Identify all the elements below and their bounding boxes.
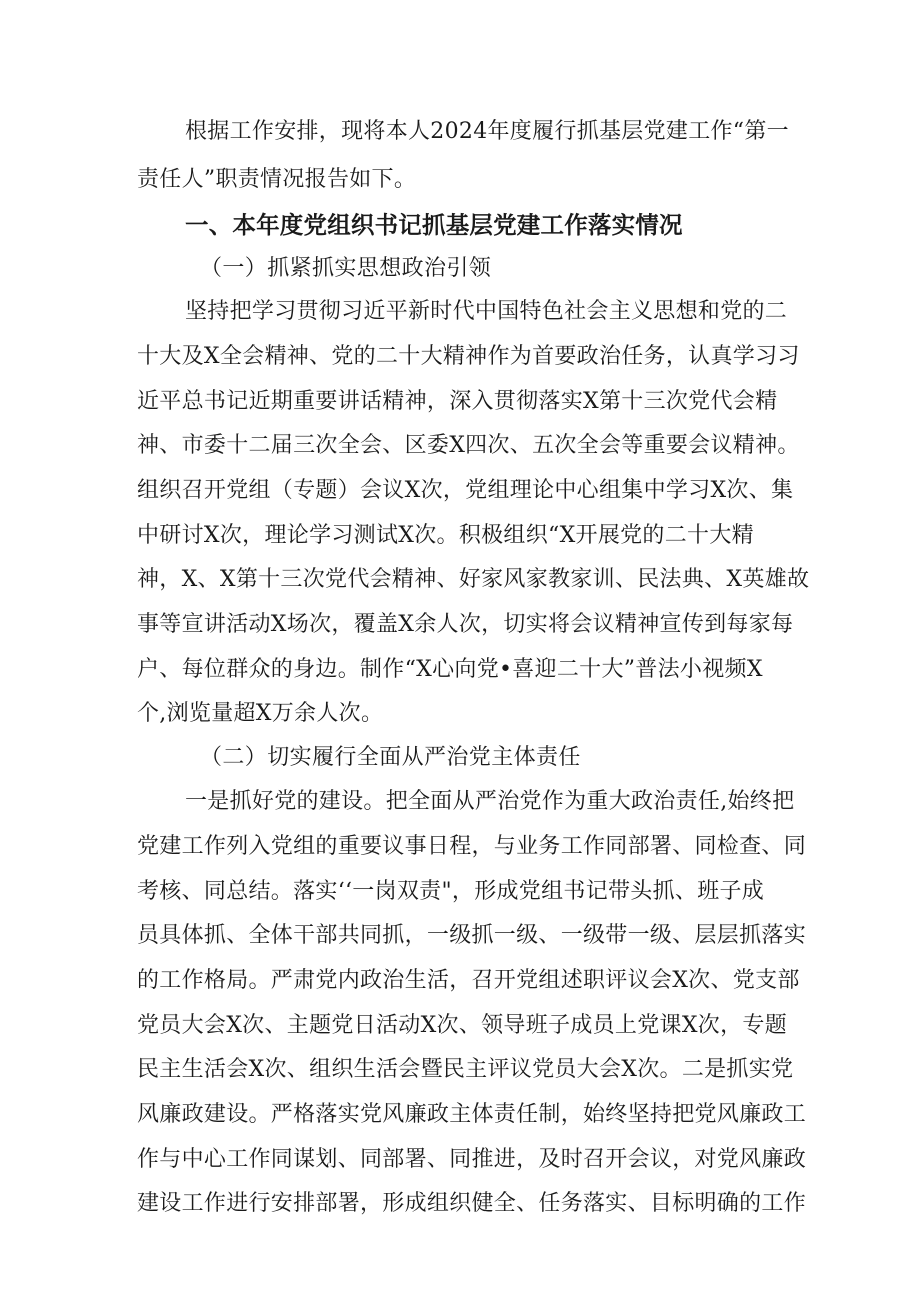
paragraph-line: 中研讨X次，理论学习测试X次。积极组织“X开展党的二十大精 (137, 523, 754, 548)
paragraph-line: 党员大会X次、主题党日活动X次、领导班子成员上党课X次，专题 (137, 1013, 787, 1038)
paragraph-line: 员具体抓、全体干部共同抓，一级抓一级、一级带一级、层层抓落实 (137, 923, 807, 948)
paragraph-line: 考核、同总结。落实‘‘一岗双责"，形成党组书记带头抓、班子成 (137, 879, 765, 904)
paragraph-line: 组织召开党组（专题）会议X次，党组理论中心组集中学习X次、集 (137, 478, 794, 503)
paragraph-line: 户、每位群众的身边。制作“X心向党•喜迎二十大”普法小视频X (137, 657, 763, 682)
intro-line: 根据工作安排，现将本人2024年度履行抓基层党建工作“第一 (185, 119, 789, 144)
paragraph-line: 民主生活会X次、组织生活会暨民主评议党员大会X次。二是抓实党 (137, 1057, 794, 1082)
paragraph-line: 一是抓好党的建设。把全面从严治党作为重大政治责任,始终把 (185, 789, 795, 814)
paragraph-line: 风廉政建设。严格落实党风廉政主体责任制，始终坚持把党风廉政工 (137, 1102, 807, 1127)
paragraph-line: 近平总书记近期重要讲话精神，深入贯彻落实X第十三次党代会精 (137, 389, 778, 414)
paragraph-line: 十大及X全会精神、党的二十大精神作为首要政治任务，认真学习习 (137, 344, 800, 369)
subsection-heading: （一）抓紧抓实思想政治引领 (200, 256, 492, 281)
paragraph-line: 建设工作进行安排部署，形成组织健全、任务落实、目标明确的工作 (137, 1191, 807, 1216)
paragraph-line: 作与中心工作同谋划、同部署、同推进，及时召开会议，对党风廉政 (137, 1147, 807, 1172)
subsection-heading: （二）切实履行全面从严治党主体责任 (200, 745, 581, 770)
paragraph-line: 神，X、X第十三次党代会精神、好家风家教家训、民法典、X英雄故 (137, 567, 810, 592)
paragraph-line: 的工作格局。严肃党内政治生活，召开党组述职评议会X次、党支部 (137, 968, 800, 993)
paragraph-line: 个,浏览量超X万余人次。 (137, 701, 384, 726)
section-heading: 一、本年度党组织书记抓基层党建工作落实情况 (185, 211, 683, 239)
paragraph-line: 坚持把学习贯彻习近平新时代中国特色社会主义思想和党的二 (185, 299, 788, 324)
paragraph-line: 事等宣讲活动X场次，覆盖X余人次，切实将会议精神宣传到每家每 (137, 612, 794, 637)
paragraph-line: 神、市委十二届三次全会、区委X四次、五次全会等重要会议精神。 (137, 433, 800, 458)
intro-line: 责任人”职责情况报告如下。 (137, 167, 417, 192)
paragraph-line: 党建工作列入党组的重要议事日程，与业务工作同部署、同检查、同 (137, 834, 807, 859)
